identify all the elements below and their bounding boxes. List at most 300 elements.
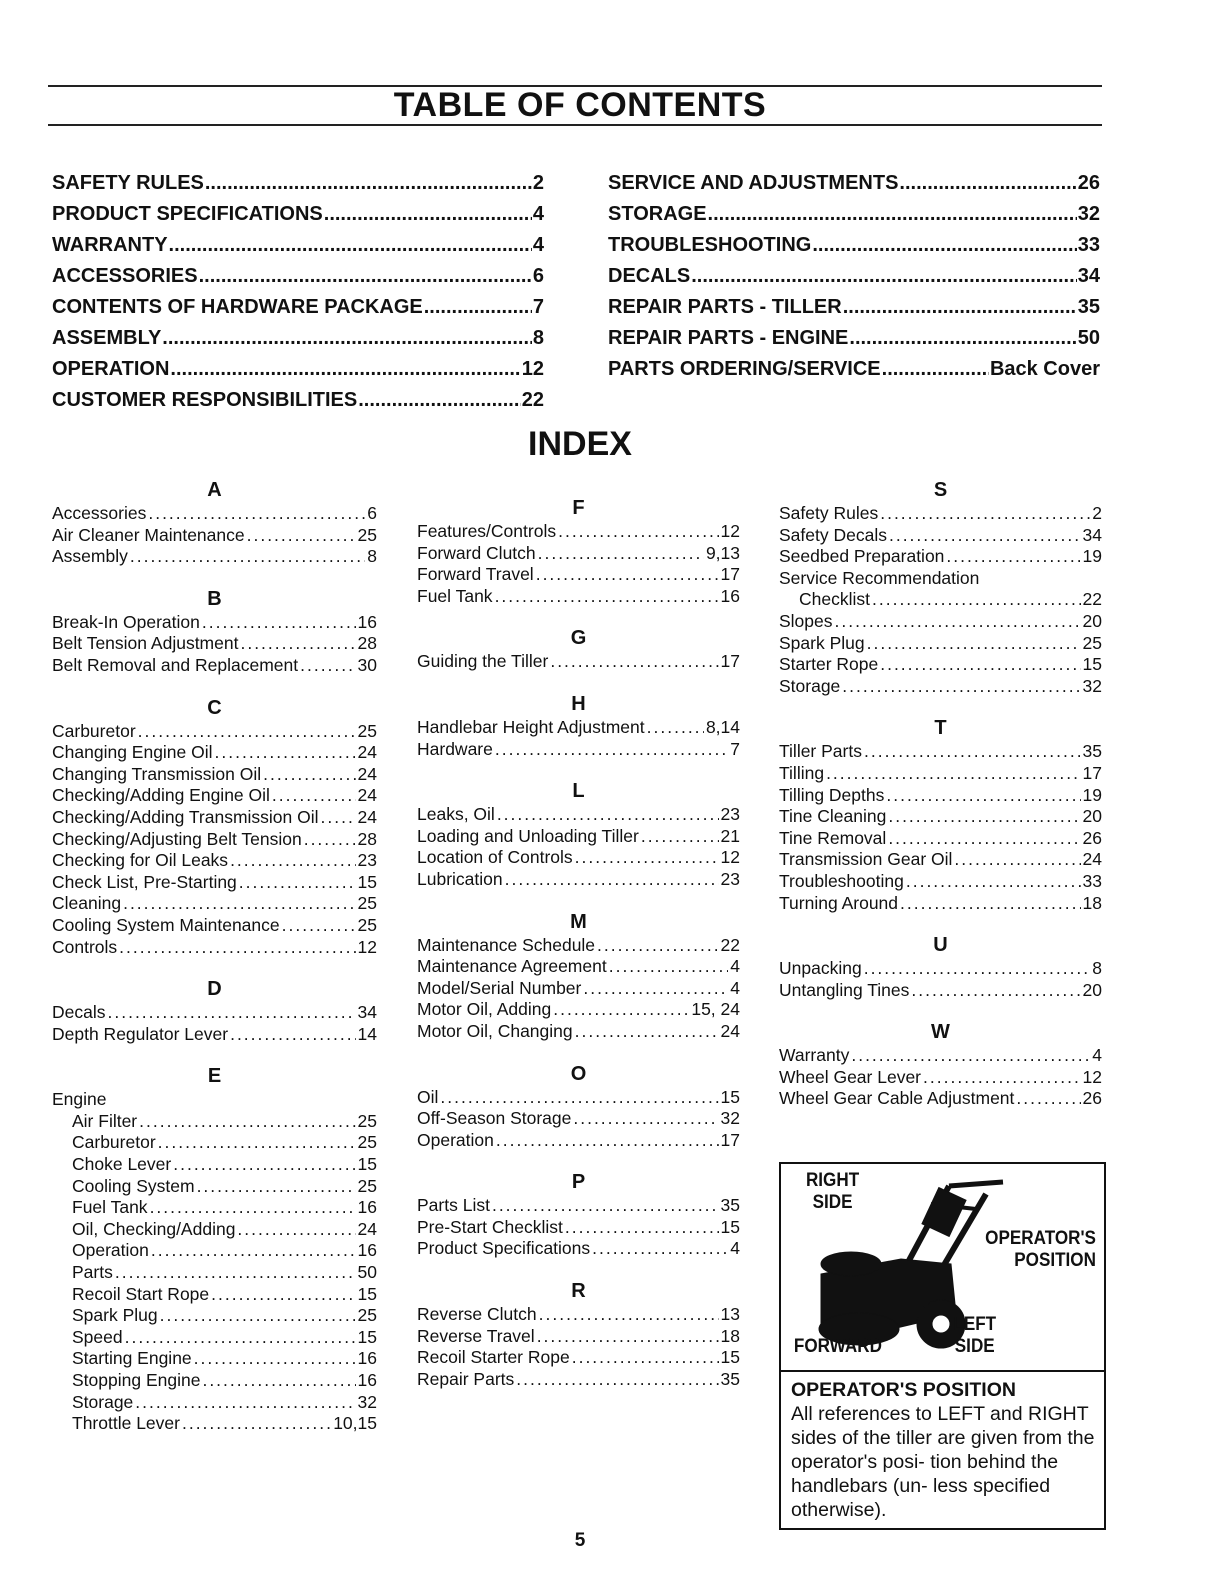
- index-entry-label: Handlebar Height Adjustment: [417, 716, 645, 737]
- index-letter-heading: G: [570, 627, 587, 650]
- index-entry[interactable]: [52, 1024, 377, 1046]
- index-entry-label: Transmission Gear Oil: [779, 849, 953, 870]
- index-title: INDEX: [528, 425, 632, 463]
- index-entry-page: 15: [1082, 654, 1102, 675]
- dot-leader: [148, 503, 365, 525]
- dot-leader: [565, 1217, 719, 1239]
- index-entry-label: Decals: [52, 1002, 106, 1023]
- dot-leader: [202, 1370, 355, 1392]
- index-entry[interactable]: [417, 1217, 740, 1239]
- index-entry-page: 17: [1082, 762, 1102, 783]
- index-letter-heading: D: [207, 978, 222, 1001]
- index-entry-page: 50: [357, 1262, 377, 1283]
- toc-entry-label: PARTS ORDERING/SERVICE: [608, 358, 881, 380]
- index-entry[interactable]: [52, 1176, 377, 1198]
- dot-leader: [119, 937, 355, 959]
- toc-entry[interactable]: [608, 234, 1100, 265]
- index-entry-label: Spark Plug: [779, 632, 865, 653]
- index-entry[interactable]: [779, 1045, 1102, 1067]
- toc-entry-page: 26: [1077, 172, 1100, 194]
- toc-entry[interactable]: [52, 389, 544, 420]
- index-entry-label: Cooling System: [72, 1175, 195, 1196]
- index-entry-page: 15: [720, 1216, 740, 1237]
- toc-entry-page: 50: [1077, 327, 1100, 349]
- index-entry[interactable]: [417, 869, 740, 891]
- toc-entry-label: STORAGE: [608, 203, 707, 225]
- index-entry[interactable]: [52, 937, 377, 959]
- dot-leader: [135, 1392, 355, 1414]
- dot-leader: [304, 829, 356, 851]
- toc-entry-label: SERVICE AND ADJUSTMENTS: [608, 172, 899, 194]
- dot-leader: [558, 521, 718, 543]
- index-entry-page: 25: [357, 1175, 377, 1196]
- dot-leader: [911, 980, 1080, 1002]
- index-entry[interactable]: [779, 893, 1102, 915]
- index-entry[interactable]: [52, 1348, 377, 1370]
- dot-leader: [194, 1348, 356, 1370]
- toc-left-column: [52, 172, 544, 420]
- index-entry-page: 34: [357, 1002, 377, 1023]
- index-entry[interactable]: [52, 1219, 377, 1241]
- index-entry[interactable]: [779, 741, 1102, 763]
- page-number: 5: [574, 1530, 586, 1551]
- index-entry-page: 34: [1082, 524, 1102, 545]
- index-entry-page: 28: [357, 828, 377, 849]
- index-entry[interactable]: [779, 676, 1102, 698]
- index-entry-page: 12: [1082, 1066, 1102, 1087]
- index-entry-label: Off-Season Storage: [417, 1108, 572, 1129]
- index-entry-page: 12: [720, 847, 740, 868]
- index-entry-label: Depth Regulator Lever: [52, 1023, 229, 1044]
- toc-entry-label: CUSTOMER RESPONSIBILITIES: [52, 389, 358, 411]
- index-entry-label: Spark Plug: [72, 1305, 158, 1326]
- index-letter-heading: F: [572, 497, 585, 519]
- dot-leader: [537, 1326, 719, 1348]
- index-entry-label: Wheel Gear Cable Adjustment: [779, 1088, 1015, 1109]
- index-entry-page: 33: [1082, 870, 1102, 891]
- index-entry-label: Assembly: [52, 546, 128, 567]
- index-entry[interactable]: [779, 525, 1102, 547]
- dot-leader: [872, 589, 1081, 611]
- index-entry[interactable]: [52, 893, 377, 915]
- index-entry[interactable]: [779, 871, 1102, 893]
- index-entry-page: 24: [357, 763, 377, 784]
- index-entry-label: Safety Rules: [779, 503, 879, 523]
- dot-leader: [864, 741, 1081, 763]
- index-entry-label: Belt Tension Adjustment: [52, 633, 239, 654]
- dot-leader: [906, 871, 1081, 893]
- index-entry-label: Checklist: [799, 589, 870, 610]
- index-letter-heading: B: [207, 587, 222, 610]
- toc-entry-label: CONTENTS OF HARDWARE PACKAGE: [52, 296, 423, 318]
- index-entry-page: 15: [357, 1283, 377, 1304]
- index-entry-page: 13: [720, 1304, 740, 1325]
- index-entry-page: 35: [720, 1195, 740, 1216]
- dot-leader: [812, 234, 1076, 257]
- index-entry-label: Operation: [72, 1240, 149, 1261]
- toc-entry-label: REPAIR PARTS - TILLER: [608, 296, 842, 318]
- index-entry[interactable]: [779, 806, 1102, 828]
- index-entry[interactable]: [52, 525, 377, 547]
- index-entry[interactable]: [779, 568, 1102, 590]
- toc-entry[interactable]: [52, 172, 544, 203]
- index-entry[interactable]: [52, 546, 377, 568]
- toc-entry[interactable]: [52, 296, 544, 327]
- index-entry[interactable]: [779, 1088, 1102, 1110]
- index-entry-page: 26: [1082, 1088, 1102, 1109]
- index-entry-label: Tilling: [779, 762, 825, 783]
- index-entry-page: 25: [1082, 632, 1102, 653]
- index-entry-label: Reverse Clutch: [417, 1304, 537, 1325]
- dot-leader: [138, 721, 356, 743]
- index-entry[interactable]: [52, 872, 377, 894]
- dot-leader: [496, 1130, 719, 1152]
- index-entry[interactable]: [52, 1197, 377, 1219]
- index-entry[interactable]: [779, 828, 1102, 850]
- index-entry[interactable]: [779, 589, 1102, 611]
- dot-leader: [538, 543, 704, 565]
- toc-entry-label: ASSEMBLY: [52, 327, 162, 349]
- index-entry[interactable]: [52, 655, 377, 677]
- dot-leader: [211, 1284, 355, 1306]
- dot-leader: [492, 1195, 719, 1217]
- index-letter-heading: O: [570, 1062, 587, 1085]
- index-entry-page: 25: [357, 914, 377, 935]
- index-entry-page: 23: [720, 868, 740, 889]
- index-entry[interactable]: [417, 1108, 740, 1130]
- dot-leader: [835, 611, 1081, 633]
- dot-leader: [139, 1111, 355, 1133]
- index-letter-heading: P: [571, 1171, 586, 1194]
- index-entry-label: Stopping Engine: [72, 1370, 201, 1390]
- index-entry-label: Loading and Unloading Tiller: [417, 825, 639, 846]
- index-entry-label: Location of Controls: [417, 847, 573, 868]
- index-entry-label: Tiller Parts: [779, 741, 862, 762]
- index-entry-page: 23: [357, 850, 377, 871]
- index-entry[interactable]: [52, 612, 377, 634]
- dot-leader: [247, 525, 356, 547]
- toc-entry-label: PRODUCT SPECIFICATIONS: [52, 203, 323, 225]
- dot-leader: [880, 654, 1080, 676]
- index-entry-label: Motor Oil, Adding: [417, 999, 552, 1020]
- index-entry[interactable]: [417, 1326, 740, 1348]
- index-entry-page: 16: [357, 1370, 377, 1390]
- dot-leader: [282, 915, 356, 937]
- dot-leader: [169, 234, 532, 257]
- index-entry[interactable]: [417, 1195, 740, 1217]
- index-entry[interactable]: [52, 764, 377, 786]
- index-entry-label: Check List, Pre-Starting: [52, 871, 237, 892]
- index-entry-label: Choke Lever: [72, 1154, 172, 1175]
- index-entry-page: 30: [357, 654, 377, 675]
- index-entry-page: 20: [1082, 979, 1102, 1000]
- dot-leader: [826, 763, 1080, 785]
- index-entry-label: Parts List: [417, 1195, 490, 1216]
- index-entry-label: Controls: [52, 936, 118, 957]
- dot-leader: [583, 978, 728, 1000]
- toc-entry[interactable]: [52, 265, 544, 296]
- index-entry-page: 4: [730, 956, 740, 977]
- index-entry-page: 17: [720, 564, 740, 585]
- index-entry-label: Storage: [779, 675, 841, 696]
- index-entry[interactable]: [417, 847, 740, 869]
- index-entry-label: Repair Parts: [417, 1368, 515, 1389]
- dot-leader: [263, 764, 355, 786]
- dot-leader: [708, 203, 1077, 226]
- dot-leader: [160, 1305, 356, 1327]
- index-entry[interactable]: [417, 1130, 740, 1152]
- index-entry-label: Speed: [72, 1326, 123, 1347]
- index-entry[interactable]: [417, 543, 740, 565]
- toc-entry[interactable]: [52, 234, 544, 265]
- index-entry[interactable]: [779, 980, 1102, 1002]
- index-entry-label: Wheel Gear Lever: [779, 1066, 922, 1087]
- index-entry-label: Reverse Travel: [417, 1325, 535, 1346]
- toc-entry[interactable]: [52, 358, 544, 389]
- dot-leader: [899, 172, 1076, 195]
- index-entry-label: Recoil Starter Rope: [417, 1347, 570, 1368]
- index-entry[interactable]: [417, 935, 740, 957]
- title-underline: [48, 124, 1102, 126]
- index-entry-page: 12: [720, 521, 740, 541]
- index-entry-page: 15: [357, 1154, 377, 1175]
- index-entry-label: Checking/Adding Transmission Oil: [52, 806, 319, 827]
- index-entry[interactable]: [52, 1132, 377, 1154]
- index-letter-heading: T: [934, 717, 947, 740]
- dot-leader: [321, 807, 356, 829]
- index-entry-page: 19: [1082, 784, 1102, 805]
- dot-leader: [440, 1087, 718, 1109]
- index-entry[interactable]: [52, 1154, 377, 1176]
- index-letter-heading: C: [207, 696, 222, 719]
- index-entry-label: Slopes: [779, 610, 833, 631]
- index-entry[interactable]: [417, 1021, 740, 1043]
- index-entry[interactable]: [52, 829, 377, 851]
- index-entry-label: Oil: [417, 1086, 439, 1107]
- operator-position-box: [779, 1162, 1106, 1530]
- index-entry[interactable]: [52, 503, 377, 525]
- index-entry-page: 32: [357, 1391, 377, 1412]
- index-entry-label: Starting Engine: [72, 1348, 192, 1369]
- index-entry[interactable]: [779, 785, 1102, 807]
- dot-leader: [170, 358, 520, 381]
- toc-entry[interactable]: [608, 172, 1100, 203]
- index-entry[interactable]: [417, 978, 740, 1000]
- toc-entry[interactable]: [52, 327, 544, 358]
- index-entry-label: Turning Around: [779, 892, 899, 913]
- index-entry[interactable]: [52, 633, 377, 655]
- dot-leader: [202, 612, 356, 634]
- index-column-1: [52, 477, 377, 1435]
- index-entry-label: Untangling Tines: [779, 979, 910, 1000]
- toc-entry-page: 22: [521, 389, 544, 411]
- index-letter-heading: S: [933, 479, 948, 501]
- index-entry-page: 15, 24: [691, 999, 740, 1020]
- toc-entry-page: 33: [1077, 234, 1100, 256]
- index-entry-page: 35: [1082, 741, 1102, 762]
- index-entry[interactable]: [417, 804, 740, 826]
- dot-leader: [1016, 1088, 1080, 1110]
- index-entry-page: 20: [1082, 610, 1102, 631]
- index-entry-label: Engine: [52, 1089, 107, 1110]
- index-entry-page: 19: [1082, 546, 1102, 567]
- dot-leader: [497, 804, 719, 826]
- dot-leader: [880, 503, 1090, 525]
- index-entry-page: 15: [357, 871, 377, 892]
- index-entry[interactable]: [52, 807, 377, 829]
- index-entry-label: Carburetor: [52, 720, 136, 741]
- index-entry[interactable]: [52, 1413, 377, 1435]
- index-entry-page: 15: [357, 1326, 377, 1347]
- index-entry[interactable]: [52, 1284, 377, 1306]
- toc-entry[interactable]: [608, 358, 1100, 389]
- index-entry[interactable]: [417, 717, 740, 739]
- note-title: OPERATOR'S POSITION: [791, 1379, 1016, 1401]
- index-entry[interactable]: [417, 826, 740, 848]
- index-entry-page: 16: [357, 1348, 377, 1369]
- index-entry[interactable]: [417, 586, 740, 608]
- index-entry[interactable]: [779, 633, 1102, 655]
- toc-entry[interactable]: [608, 203, 1100, 234]
- toc-entry-label: WARRANTY: [52, 234, 168, 256]
- dot-leader: [539, 1304, 719, 1326]
- index-entry[interactable]: [779, 763, 1102, 785]
- index-entry-label: Model/Serial Number: [417, 977, 582, 998]
- index-entry-label: Changing Engine Oil: [52, 742, 213, 763]
- toc-entry-label: DECALS: [608, 265, 691, 287]
- index-entry-page: 17: [720, 651, 740, 672]
- index-entry-page: 16: [357, 611, 377, 632]
- dot-leader: [300, 655, 355, 677]
- toc-entry-label: OPERATION: [52, 358, 170, 380]
- index-entry-label: Operation: [417, 1129, 494, 1150]
- index-entry-page: 21: [720, 825, 740, 846]
- index-entry[interactable]: [779, 654, 1102, 676]
- index-entry-label: Recoil Start Rope: [72, 1283, 210, 1304]
- toc-entry[interactable]: [52, 203, 544, 234]
- index-entry[interactable]: [417, 521, 740, 543]
- dot-leader: [882, 358, 989, 381]
- index-entry[interactable]: [779, 1067, 1102, 1089]
- index-entry-page: 9,13: [705, 542, 740, 563]
- index-entry[interactable]: [52, 1392, 377, 1414]
- index-entry-page: 15: [720, 1086, 740, 1107]
- index-entry[interactable]: [52, 1111, 377, 1133]
- index-entry-label: Forward Travel: [417, 564, 534, 585]
- note-body: All references to LEFT and RIGHT sides of the tiller are given from the operator's posi- tion behind the handlebars (un- less specified otherwise).: [791, 1403, 1095, 1521]
- dot-leader: [888, 806, 1080, 828]
- index-entry[interactable]: [52, 915, 377, 937]
- toc-entry[interactable]: [608, 265, 1100, 296]
- dot-leader: [946, 546, 1080, 568]
- toc-entry-page: 32: [1077, 203, 1100, 225]
- dot-leader: [592, 1238, 728, 1260]
- index-entry-page: 32: [720, 1108, 740, 1129]
- index-entry[interactable]: [779, 611, 1102, 633]
- index-entry-label: Leaks, Oil: [417, 804, 495, 825]
- index-letter-heading: R: [571, 1280, 586, 1303]
- index-entry[interactable]: [417, 1304, 740, 1326]
- index-entry[interactable]: [52, 850, 377, 872]
- index-entry[interactable]: [52, 1089, 377, 1111]
- toc-entry[interactable]: [608, 296, 1100, 327]
- index-entry[interactable]: [779, 849, 1102, 871]
- index-entry[interactable]: [417, 651, 740, 673]
- toc-entry-page: 4: [532, 234, 544, 256]
- dot-leader: [150, 1197, 356, 1219]
- index-entry-label: Tine Removal: [779, 827, 887, 848]
- index-entry[interactable]: [52, 1305, 377, 1327]
- index-letter-heading: M: [570, 910, 587, 933]
- dot-leader: [424, 296, 532, 319]
- index-entry[interactable]: [417, 999, 740, 1021]
- tiller-diagram: [781, 1164, 1104, 1372]
- dot-leader: [197, 1176, 356, 1198]
- index-entry[interactable]: [52, 1240, 377, 1262]
- dot-leader: [889, 525, 1081, 547]
- index-entry-label: Lubrication: [417, 868, 503, 889]
- dot-leader: [647, 717, 704, 739]
- index-entry[interactable]: [417, 739, 740, 761]
- index-entry[interactable]: [52, 785, 377, 807]
- index-entry-label: Forward Clutch: [417, 542, 536, 563]
- index-entry[interactable]: [417, 956, 740, 978]
- dot-leader: [516, 1369, 718, 1391]
- index-entry[interactable]: [417, 1347, 740, 1369]
- index-entry[interactable]: [417, 1087, 740, 1109]
- index-entry-label: Starter Rope: [779, 654, 879, 675]
- dot-leader: [495, 586, 719, 608]
- index-entry[interactable]: [52, 1370, 377, 1392]
- dot-leader: [888, 828, 1080, 850]
- index-entry[interactable]: [52, 1327, 377, 1349]
- index-entry[interactable]: [779, 503, 1102, 525]
- index-entry[interactable]: [417, 1369, 740, 1391]
- dot-leader: [495, 739, 728, 761]
- dot-leader: [575, 1021, 719, 1043]
- dot-leader: [849, 327, 1076, 350]
- index-entry-label: Cleaning: [52, 893, 122, 914]
- index-entry[interactable]: [417, 564, 740, 586]
- index-entry-page: 26: [1082, 827, 1102, 848]
- toc-entry-page: 8: [532, 327, 544, 349]
- dot-leader: [851, 1045, 1090, 1067]
- toc-entry[interactable]: [608, 327, 1100, 358]
- index-entry-label: Oil, Checking/Adding: [72, 1218, 236, 1239]
- index-entry-page: 7: [730, 738, 740, 759]
- index-entry-label: Warranty: [779, 1045, 850, 1066]
- index-entry-label: Seedbed Preparation: [779, 546, 945, 567]
- index-entry-page: 16: [357, 1240, 377, 1261]
- index-entry[interactable]: [52, 742, 377, 764]
- index-entry[interactable]: [779, 958, 1102, 980]
- dot-leader: [575, 847, 719, 869]
- index-letter-heading: H: [571, 692, 586, 715]
- index-entry[interactable]: [417, 1238, 740, 1260]
- index-entry[interactable]: [779, 546, 1102, 568]
- index-letter-heading: W: [931, 1021, 950, 1044]
- toc-entry-page: 6: [532, 265, 544, 287]
- index-entry-label: Tine Cleaning: [779, 806, 887, 827]
- dot-leader: [505, 869, 719, 891]
- index-entry[interactable]: [52, 1002, 377, 1024]
- index-entry-label: Belt Removal and Replacement: [52, 654, 299, 675]
- index-entry-page: 18: [720, 1325, 740, 1346]
- index-entry[interactable]: [52, 1262, 377, 1284]
- index-entry-page: 24: [357, 785, 377, 806]
- index-entry[interactable]: [52, 721, 377, 743]
- dot-leader: [158, 1132, 356, 1154]
